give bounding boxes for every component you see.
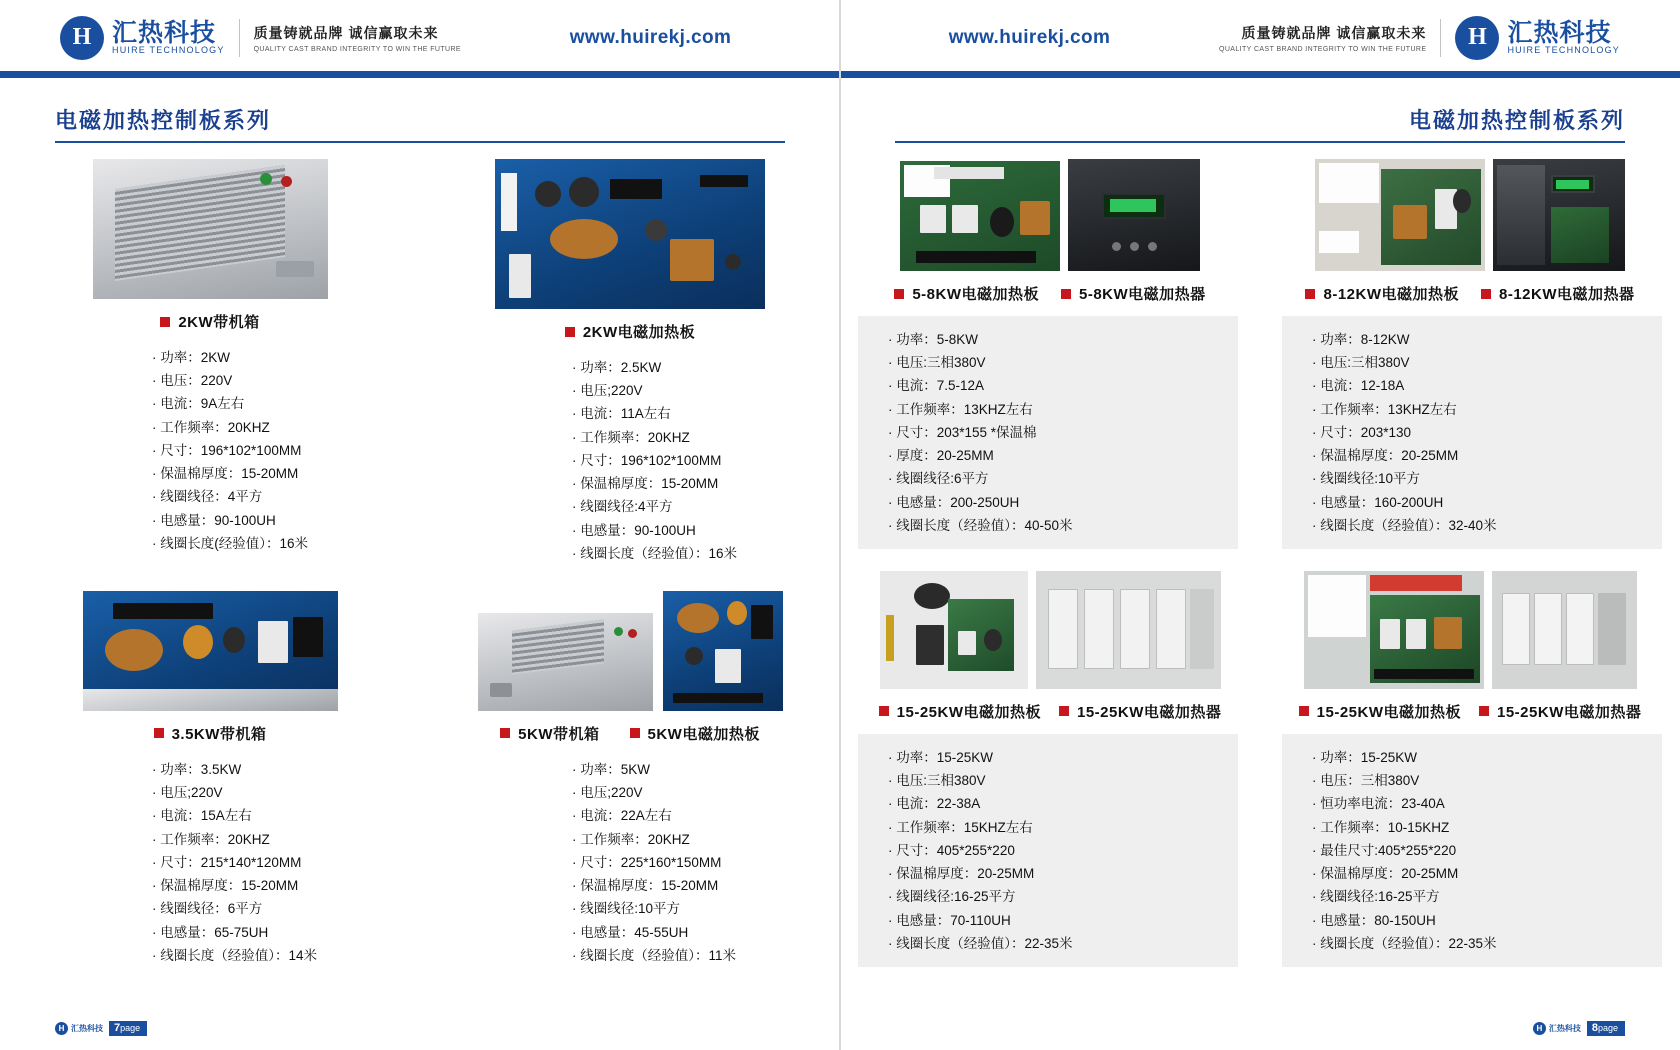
bullet-square-icon [879, 706, 889, 716]
left-title-underline [55, 141, 785, 143]
bullet-square-icon [565, 327, 575, 337]
bullet-square-icon [500, 728, 510, 738]
product-card-35kw-case [0, 591, 420, 967]
caption-text: 8-12KW电磁加热板 [1323, 286, 1459, 303]
right-product-row-2 [840, 571, 1680, 967]
huire-logo-icon: H [60, 16, 104, 60]
product-caption-b [630, 723, 760, 744]
product-caption-a [500, 723, 599, 744]
logo-divider [1440, 19, 1441, 57]
logo-divider [239, 19, 240, 57]
left-page-header [0, 0, 840, 78]
website-url-right[interactable]: www.huirekj.com [948, 26, 1111, 48]
caption-text: 5-8KW电磁加热板 [912, 286, 1039, 303]
caption-text: 15-25KW电磁加热板 [1316, 703, 1461, 721]
product-photo-5kw-case [478, 613, 653, 711]
bullet-square-icon [160, 317, 170, 327]
product-photo-5kw-board [663, 591, 783, 711]
caption-text: 5-8KW电磁加热器 [1079, 286, 1206, 303]
bullet-square-icon [1479, 706, 1489, 716]
caption-text: 3.5KW带机箱 [171, 725, 267, 743]
product-photo-2kw-board [495, 159, 765, 309]
product-card-8-12kw [1260, 159, 1680, 549]
spec-list-15-25kw-b: · 功率：15-25KW · 电压：三相380V · 恒功率电流：23-40A · 工作频率：10-15KHZ · 最佳尺寸:405*255*220 · 保温棉厚度：20-25MM · 线圈线径:16-25平方 · 电感量：80-150UH · 线圈长度（经验值）：22-35米 [1300, 746, 1652, 955]
brand-logo-left [0, 16, 461, 60]
bullet-square-icon [1481, 289, 1491, 299]
footer-brand-name: 汇热科技 [1548, 1024, 1581, 1033]
footer-logo-left [55, 1022, 103, 1035]
product-card-2kw-board [420, 159, 840, 565]
right-page-footer [1533, 1021, 1625, 1036]
spec-list-2kw-board: · 功率：2.5KW · 电压;220V · 电流：11A左右 · 工作频率：20KHZ · 尺寸：196*102*100MM · 保温棉厚度：15-20MM · 线圈线径:4平方 · 电感量：90-100UH · 线圈长度（经验值）：16米 [560, 356, 840, 565]
product-caption [160, 311, 259, 332]
slogan-en: QUALITY CAST BRAND INTEGRITY TO WIN THE FUTURE [253, 45, 461, 53]
product-card-2kw-case [0, 159, 420, 565]
product-photo-15-25kw-board-b [1304, 571, 1484, 689]
product-photo-5-8kw-controller [1068, 159, 1200, 271]
brand-logo-right [1219, 16, 1680, 60]
page-number-left: 7page [109, 1021, 147, 1036]
caption-text: 8-12KW电磁加热器 [1499, 286, 1635, 303]
caption-text: 5KW电磁加热板 [647, 725, 760, 743]
product-card-15-25kw-b [1260, 571, 1680, 967]
brand-name-cn: 汇热科技 [112, 18, 217, 47]
right-title-underline [895, 141, 1625, 143]
left-product-row-2 [0, 591, 840, 967]
bullet-square-icon [630, 728, 640, 738]
huire-logo-icon: H [1455, 16, 1499, 60]
huire-logo-icon-small: H [55, 1022, 68, 1035]
page-number-right: 8page [1587, 1021, 1625, 1036]
product-card-5kw [420, 591, 840, 967]
header-band-right [840, 71, 1680, 75]
caption-text: 15-25KW电磁加热器 [1497, 703, 1642, 721]
product-card-15-25kw-a [840, 571, 1260, 967]
product-photo-15-25kw-units-a [1036, 571, 1221, 689]
product-caption-b [1479, 701, 1641, 722]
product-caption-b [1481, 283, 1635, 304]
spec-list-8-12kw: · 功率：8-12KW · 电压:三相380V · 电流：12-18A · 工作频率：13KHZ左右 · 尺寸：203*130 · 保温棉厚度：20-25MM · 线圈线径:10平方 · 电感量：160-200UH · 线圈长度（经验值）：32-40米 [1300, 328, 1652, 537]
product-photo-15-25kw-units-b [1492, 571, 1637, 689]
slogan-en: QUALITY CAST BRAND INTEGRITY TO WIN THE FUTURE [1219, 45, 1427, 53]
caption-text: 15-25KW电磁加热器 [1077, 703, 1222, 721]
website-url-left[interactable]: www.huirekj.com [569, 26, 732, 48]
product-caption-a [894, 283, 1039, 304]
product-caption [565, 321, 695, 342]
slogan-cn: 质量铸就品牌 诚信赢取未来 [253, 24, 439, 41]
spec-list-5-8kw: · 功率：5-8KW · 电压:三相380V · 电流：7.5-12A · 工作频率：13KHZ左右 · 尺寸：203*155 *保温棉 · 厚度：20-25MM · 线圈线径:6平方 · 电感量：200-250UH · 线圈长度（经验值）：40-50米 [876, 328, 1228, 537]
product-photo-8-12kw-controller [1493, 159, 1625, 271]
right-product-row-1 [840, 159, 1680, 549]
brand-name-en: HUIRE TECHNOLOGY [112, 44, 225, 55]
footer-brand-name: 汇热科技 [71, 1024, 103, 1033]
bullet-square-icon [154, 728, 164, 738]
caption-text: 15-25KW电磁加热板 [896, 703, 1041, 721]
bullet-square-icon [1059, 706, 1069, 716]
product-caption-a [879, 701, 1041, 722]
brand-name-en: HUIRE TECHNOLOGY [1507, 44, 1620, 55]
bullet-square-icon [1299, 706, 1309, 716]
caption-text: 2KW带机箱 [178, 314, 260, 331]
slogan-cn: 质量铸就品牌 诚信赢取未来 [1241, 24, 1427, 41]
product-caption-b [1061, 283, 1206, 304]
right-page-header [840, 0, 1680, 78]
caption-text: 2KW电磁加热板 [582, 324, 696, 341]
product-caption-a [1305, 283, 1459, 304]
product-caption [154, 723, 267, 744]
page-spine-divider [839, 0, 841, 1050]
product-card-5-8kw [840, 159, 1260, 549]
spec-list-2kw-case: · 功率：2KW · 电压：220V · 电流：9A左右 · 工作频率：20KHZ · 尺寸：196*102*100MM · 保温棉厚度：15-20MM · 线圈线径：4平方 · 电感量：90-100UH · 线圈长度(经验值）：16米 [140, 346, 420, 555]
left-product-row-1 [0, 159, 840, 565]
product-caption-b [1059, 701, 1221, 722]
huire-logo-icon-small: H [1533, 1022, 1546, 1035]
header-band-left [0, 71, 840, 75]
left-page-footer [55, 1021, 147, 1036]
spec-list-5kw: · 功率：5KW · 电压;220V · 电流：22A左右 · 工作频率：20KHZ · 尺寸：225*160*150MM · 保温棉厚度：15-20MM · 线圈线径:10平方 · 电感量：45-55UH · 线圈长度（经验值）：11米 [560, 758, 840, 967]
bullet-square-icon [1061, 289, 1071, 299]
product-caption-a [1299, 701, 1461, 722]
product-photo-8-12kw-board [1315, 159, 1485, 271]
bullet-square-icon [894, 289, 904, 299]
spec-list-35kw-case: · 功率：3.5KW · 电压;220V · 电流：15A左右 · 工作频率：20KHZ · 尺寸：215*140*120MM · 保温棉厚度：15-20MM · 线圈线径：6平方 · 电感量：65-75UH · 线圈长度（经验值）：14米 [140, 758, 420, 967]
caption-text: 5KW带机箱 [518, 725, 600, 743]
product-photo-2kw-case [93, 159, 328, 299]
product-photo-35kw-case [83, 591, 338, 711]
product-photo-15-25kw-board-a [880, 571, 1028, 689]
spec-list-15-25kw-a: · 功率：15-25KW · 电压:三相380V · 电流：22-38A · 工作频率：15KHZ左右 · 尺寸：405*255*220 · 保温棉厚度：20-25MM · 线圈线径:16-25平方 · 电感量：70-110UH · 线圈长度（经验值）：22-35米 [876, 746, 1228, 955]
bullet-square-icon [1305, 289, 1315, 299]
right-page [840, 0, 1680, 1050]
product-photo-5-8kw-board [900, 161, 1060, 271]
footer-logo-right [1533, 1022, 1581, 1035]
left-page-title: 电磁加热控制板系列 [55, 108, 272, 133]
brand-name-cn: 汇热科技 [1507, 18, 1612, 47]
right-page-title: 电磁加热控制板系列 [1408, 108, 1625, 133]
